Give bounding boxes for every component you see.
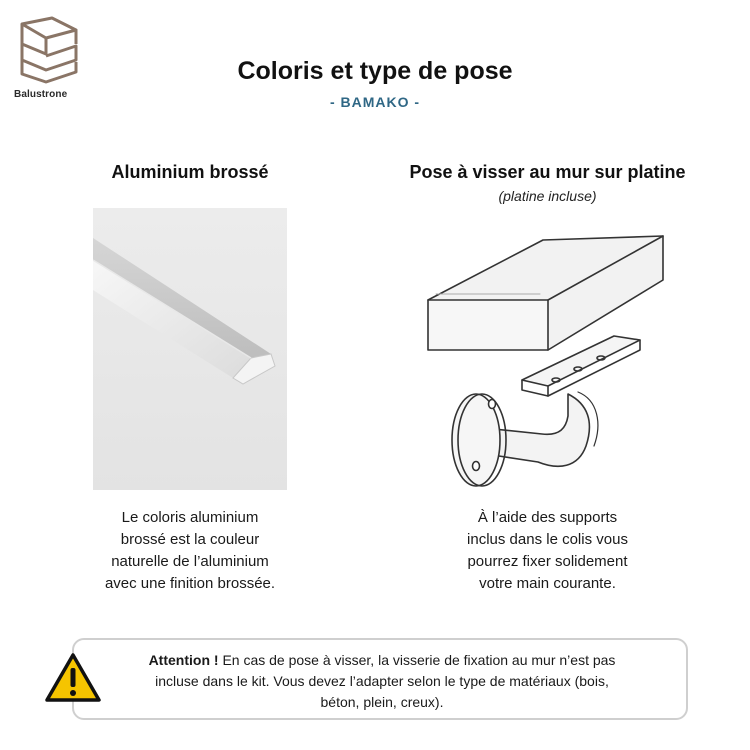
mounting-description-line: À l’aide des supports — [477, 509, 618, 526]
notice-line-2: incluse dans le kit. Vous devez l’adapter selon le type de matériaux (bois, — [155, 673, 609, 689]
mounting-description-line: inclus dans le colis vous — [467, 531, 628, 548]
mounting-subtitle: (platine incluse) — [498, 188, 597, 204]
finish-title: Aluminium brossé — [111, 162, 269, 182]
finish-description — [60, 507, 320, 595]
product-name: - BAMAKO - — [329, 94, 421, 110]
warning-triangle-icon — [44, 652, 102, 704]
aluminium-sample-image — [93, 208, 287, 490]
finish-description-line: brossé est la couleur — [120, 531, 260, 548]
finish-description-line: Le coloris aluminium — [121, 509, 259, 526]
notice-line-3: béton, plein, creux). — [320, 694, 444, 710]
finish-description-line: naturelle de l’aluminium — [111, 553, 269, 570]
notice-line-1: En cas de pose à visser, la visserie de fixation au mur n’est pas — [222, 652, 616, 668]
mounting-description — [415, 507, 680, 595]
wall-mount-diagram — [418, 232, 668, 502]
finish-description-line: avec une finition brossée. — [104, 575, 276, 592]
attention-label: Attention ! — [148, 652, 219, 668]
mounting-title: Pose à visser au mur sur platine — [409, 162, 686, 182]
mounting-description-line: pourrez fixer solidement — [467, 553, 628, 570]
page-title: Coloris et type de pose — [237, 57, 513, 85]
mounting-description-line: votre main courante. — [479, 575, 616, 592]
attention-notice — [72, 638, 688, 720]
brand-name: Balustrone — [14, 89, 68, 100]
